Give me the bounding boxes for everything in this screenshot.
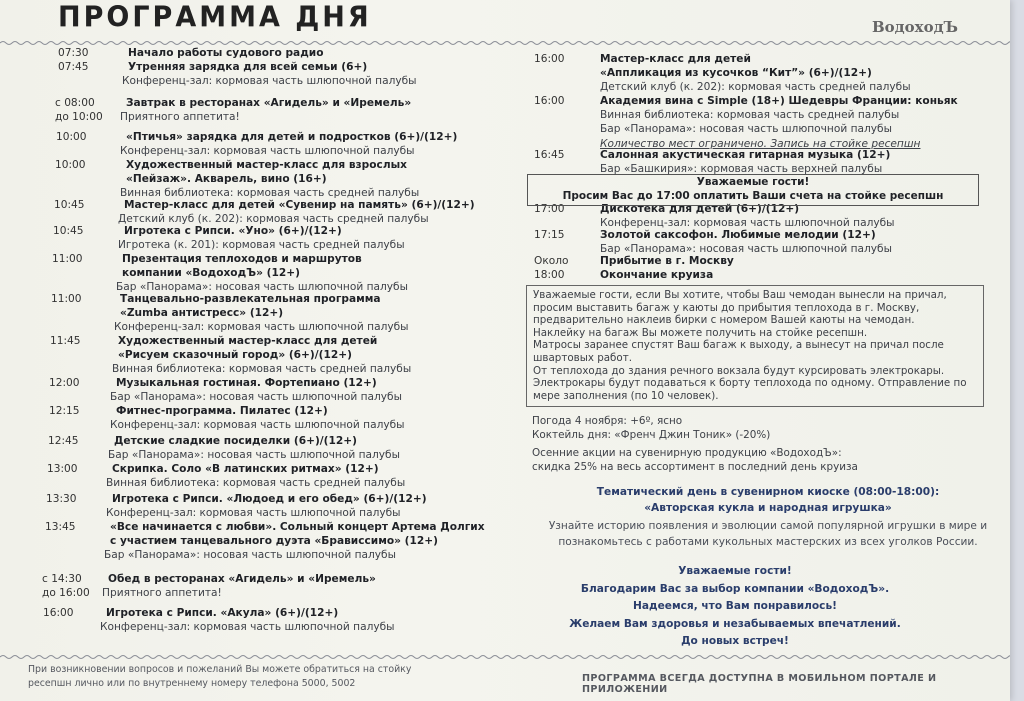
event-location: Приятного аппетита! — [120, 111, 240, 124]
event-location: Игротека (к. 201): кормовая часть средней палубы — [118, 239, 405, 252]
luggage-notice-line: просим выставить багаж у каюты до прибытия теплохода в г. Москву, — [533, 301, 920, 314]
farewell-line: Надеемся, что Вам понравилось! — [633, 600, 837, 612]
cocktail-info: Коктейль дня: «Френч Джин Тоник» (-20%) — [532, 429, 771, 441]
event-time: 12:15 — [49, 405, 80, 417]
event-name: Дискотека для детей (6+)/(12+) — [600, 203, 800, 215]
event-time: с 08:00 до 10:00 — [55, 97, 103, 124]
event-name: Салонная акустическая гитарная музыка (12+) — [600, 149, 891, 161]
event-time: 11:00 — [52, 253, 83, 265]
event-name: Прибытие в г. Москву — [600, 255, 734, 267]
weather-info: Погода 4 ноября: +6º, ясно — [532, 415, 683, 427]
event-time: 10:00 — [56, 131, 87, 143]
footer-contact-line-1: При возникновении вопросов и пожеланий Вы можете обратиться на стойку — [28, 664, 412, 675]
event-time: 07:30 — [58, 47, 89, 59]
event-time: 17:00 — [534, 203, 565, 215]
event-name: «Птичья» зарядка для детей и подростков (6+)/(12+) — [126, 131, 458, 143]
event-name: Фитнес-программа. Пилатес (12+) — [116, 405, 328, 417]
event-location: Конференц-зал: кормовая часть шлюпочной палубы — [120, 145, 415, 158]
luggage-notice-line: Матросы заранее спустят Ваш багаж к выходу, а вынесут на причал после — [533, 339, 944, 352]
footer-app-note: ПРОГРАММА ВСЕГДА ДОСТУПНА В МОБИЛЬНОМ ПОРТАЛЕ И ПРИЛОЖЕНИИ — [582, 673, 937, 695]
brand-logo: ВодоходЪ — [872, 18, 958, 36]
theme-day-subtitle: «Авторская кукла и народная игрушка» — [644, 502, 892, 514]
event-location: Бар «Башкирия»: кормовая часть верхней палубы — [600, 163, 883, 176]
event-time: 12:00 — [49, 377, 80, 389]
farewell-line: Благодарим Вас за выбор компании «ВодоходЪ». — [580, 582, 890, 595]
farewell-line: Желаем Вам здоровья и незабываемых впечатлений. — [569, 617, 901, 630]
event-location: Детский клуб (к. 202): кормовая часть средней палубы — [600, 81, 911, 94]
luggage-notice-line: Электрокары будут подаваться к борту теплохода по одному. Отправление по — [533, 377, 967, 390]
event-time: 13:00 — [47, 463, 78, 475]
event-time: 16:45 — [534, 149, 565, 161]
event-location: Конференц-зал: кормовая часть шлюпочной палубы — [110, 419, 405, 432]
event-note: Количество мест ограничено. Запись на стойке ресепшн — [600, 137, 921, 150]
event-time: 18:00 — [534, 269, 565, 281]
event-name: Музыкальная гостиная. Фортепиано (12+) — [116, 377, 377, 389]
event-location: Приятного аппетита! — [102, 587, 222, 600]
payment-notice — [527, 174, 979, 206]
promo-line-2: скидка 25% на весь ассортимент в последний день круиза — [532, 461, 858, 473]
footer-contact — [28, 663, 411, 691]
event-name: Художественный мастер-класс для взрослых «Пейзаж». Акварель, вино (16+) — [126, 159, 407, 186]
event-name: Золотой саксофон. Любимые мелодии (12+) — [600, 229, 876, 241]
event-location: Бар «Панорама»: носовая часть шлюпочной палубы — [104, 549, 396, 562]
footer-contact-line-2: ресепшн лично или по внутреннему номеру телефона 5000, 5002 — [28, 678, 356, 689]
event-time: 13:30 — [46, 493, 77, 505]
event-location: Бар «Панорама»: носовая часть шлюпочной палубы — [108, 449, 400, 462]
event-location: Конференц-зал: кормовая часть шлюпочной палубы — [100, 621, 395, 634]
event-time: 12:45 — [48, 435, 79, 447]
event-name: Скрипка. Соло «В латинских ритмах» (12+) — [112, 463, 379, 475]
event-time: 10:00 — [55, 159, 86, 171]
event-location: Бар «Панорама»: носовая часть шлюпочной палубы — [116, 281, 408, 294]
event-location: Винная библиотека: кормовая часть средней палубы Бар «Панорама»: носовая часть шлюпочной палубы — [600, 109, 900, 136]
event-location: Бар «Панорама»: носовая часть шлюпочной палубы — [600, 243, 892, 256]
event-time: 10:45 — [53, 225, 84, 237]
event-name: Мастер-класс для детей «Сувенир на память» (6+)/(12+) — [124, 199, 475, 211]
promo-line-1: Осенние акции на сувенирную продукцию «ВодоходЪ»: — [532, 447, 842, 459]
farewell-message — [520, 563, 950, 651]
event-name: Игротека с Рипси. «Акула» (6+)/(12+) — [106, 607, 339, 619]
event-name: Презентация теплоходов и маршрутов компании «ВодоходЪ» (12+) — [122, 253, 362, 280]
luggage-notice-line: швартовых работ. — [533, 351, 632, 364]
event-name: Художественный мастер-класс для детей «Рисуем сказочный город» (6+)/(12+) — [118, 335, 378, 362]
event-time: 10:45 — [54, 199, 85, 211]
theme-day-title: Тематический день в сувенирном киоске (08:00-18:00): — [596, 486, 940, 498]
event-name: Игротека с Рипси. «Людоед и его обед» (6+)/(12+) — [112, 493, 427, 505]
event-location: Винная библиотека: кормовая часть средней палубы — [112, 363, 412, 376]
event-location: Винная библиотека: кормовая часть средней палубы — [120, 187, 420, 200]
theme-day-text-2: познакомьтесь с работами кукольных мастерских из всех уголков России. — [558, 536, 978, 548]
event-name: Завтрак в ресторанах «Агидель» и «Иремель» — [126, 97, 412, 109]
event-name: Мастер-класс для детей «Аппликация из кусочков “Кит”» (6+)/(12+) — [600, 53, 872, 80]
event-time: 16:00 — [534, 53, 565, 65]
luggage-notice-line: предварительно наклеив бирки с номером Вашей каюты на чемодан. — [533, 314, 915, 327]
event-time: 13:45 — [45, 521, 76, 533]
event-name: Утренняя зарядка для всей семьи (6+) — [128, 61, 368, 73]
event-time: 16:00 — [43, 607, 74, 619]
event-location: Бар «Панорама»: носовая часть шлюпочной палубы — [110, 391, 402, 404]
theme-day-text-1: Узнайте историю появления и эволюции самой популярной игрушки в мире и — [548, 520, 988, 532]
theme-day — [528, 484, 1008, 550]
event-time: 11:00 — [51, 293, 82, 305]
event-name: Окончание круиза — [600, 269, 714, 281]
farewell-line: До новых встреч! — [681, 635, 789, 647]
event-time: 11:45 — [50, 335, 81, 347]
notice-text: Просим Вас до 17:00 оплатить Ваши счета на стойке ресепшн — [562, 190, 944, 202]
event-time: с 14:30 до 16:00 — [42, 573, 90, 600]
event-time: 16:00 — [534, 95, 565, 107]
event-location: Детский клуб (к. 202): кормовая часть средней палубы — [118, 213, 429, 226]
event-name: «Все начинается с любви». Сольный концерт Артема Долгих с участием танцевального дуэта «Брависсимо» (12+) — [110, 521, 485, 548]
notice-title: Уважаемые гости! — [696, 176, 810, 188]
event-location: Конференц-зал: кормовая часть шлюпочной палубы — [114, 321, 409, 334]
luggage-notice-line: Наклейку на багаж Вы можете получить на стойке ресепшн. — [533, 326, 868, 339]
event-time: 17:15 — [534, 229, 565, 241]
luggage-notice — [526, 285, 984, 407]
luggage-notice-line: Уважаемые гости, если Вы хотите, чтобы Ваш чемодан вынесли на причал, — [533, 289, 947, 301]
luggage-notice-line: От теплохода до здания речного вокзала будут курсировать электрокары. — [533, 364, 945, 377]
event-name: Обед в ресторанах «Агидель» и «Иремель» — [108, 573, 376, 585]
event-location: Винная библиотека: кормовая часть средней палубы — [106, 477, 406, 490]
farewell-line: Уважаемые гости! — [678, 565, 792, 577]
page-title: ПРОГРАММА ДНЯ — [58, 1, 372, 34]
event-location: Конференц-зал: кормовая часть шлюпочной палубы — [122, 75, 417, 88]
event-time: Около — [534, 255, 569, 267]
luggage-notice-line: мере заполнения (по 10 человек). — [533, 389, 719, 402]
event-name: Танцевально-развлекательная программа «Zumba антистресс» (12+) — [120, 293, 381, 320]
event-name: Игротека с Рипси. «Уно» (6+)/(12+) — [124, 225, 342, 237]
event-time: 07:45 — [58, 61, 89, 73]
bottom-wave-divider — [0, 652, 1010, 662]
event-name: Детские сладкие посиделки (6+)/(12+) — [114, 435, 357, 447]
event-location: Конференц-зал: кормовая часть шлюпочной палубы — [600, 217, 895, 230]
event-name: Академия вина с Simple (18+) Шедевры Франции: коньяк — [600, 95, 958, 107]
event-name: Начало работы судового радио — [128, 47, 324, 59]
event-location: Конференц-зал: кормовая часть шлюпочной палубы — [106, 507, 401, 520]
